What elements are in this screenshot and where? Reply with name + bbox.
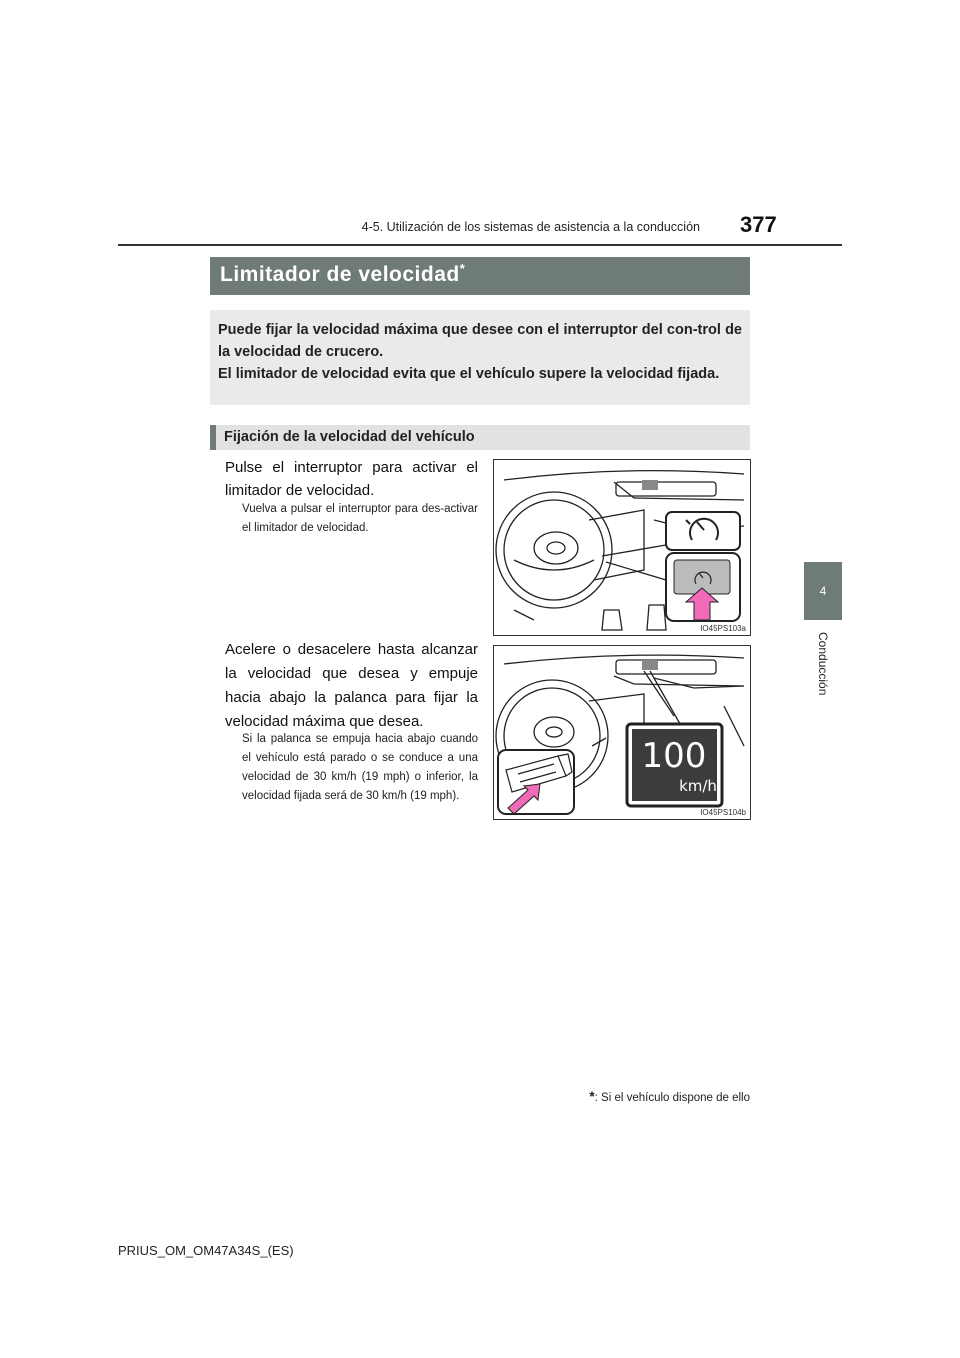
speed-limiter-callout: [666, 512, 740, 550]
display-indicator: [642, 480, 658, 490]
figure-cruise-switch: [493, 459, 751, 636]
header-divider: [118, 244, 842, 246]
subsection-marker: [210, 425, 216, 450]
speed-unit: km/h: [679, 777, 717, 795]
page-title-bar: [210, 257, 750, 295]
step-2-text: Acelere o desacelere hasta alcanzar la velocidad que desea y empuje hacia abajo la palanca para fijar la velocidad máxima que desea.: [225, 641, 478, 730]
speed-value: 100: [641, 736, 707, 776]
figure-2-id: IO45PS104b: [700, 808, 746, 817]
subsection-title: Fijación de la velocidad del vehículo: [224, 429, 475, 445]
footnote-star: *: [589, 1088, 595, 1104]
display-indicator-2: [642, 660, 658, 670]
intro-line-1: Puede fijar la velocidad máxima que desee con el interruptor del con-trol de la velocidad de crucero.: [218, 322, 742, 360]
optional-star: *: [459, 261, 466, 276]
footer-code: PRIUS_OM_OM47A34S_(ES): [118, 1243, 294, 1258]
steering-wheel-illustration: [494, 460, 750, 635]
intro-line-2: El limitador de velocidad evita que el vehículo supere la velocidad fijada.: [218, 366, 720, 382]
step-1-note: Vuelva a pulsar el interruptor para des-activar el limitador de velocidad.: [242, 503, 478, 534]
section-title: 4-5. Utilización de los sistemas de asistencia a la conducción: [361, 220, 700, 234]
step-2-note: Si la palanca se empuja hacia abajo cuando el vehículo está parado o se conduce a una velocidad de 30 km/h (19 mph) o inferior, la velocidad fijada será de 30 km/h (19 mph).: [242, 733, 478, 802]
footnote: [580, 1088, 750, 1104]
intro-box: [210, 310, 750, 405]
footnote-text: : Si el vehículo dispone de ello: [594, 1092, 750, 1104]
page-title: [220, 263, 465, 287]
chapter-tab: 4: [804, 562, 842, 620]
figure-speed-display: [493, 645, 751, 820]
subsection-bar: [210, 425, 750, 450]
dashboard-illustration: [494, 646, 750, 819]
page-title-text: Limitador de velocidad: [220, 263, 460, 286]
step-1-text: Pulse el interruptor para activar el limitador de velocidad.: [225, 459, 478, 499]
page-number: 377: [740, 212, 777, 237]
figure-1-id: IO45PS103a: [700, 624, 746, 633]
chapter-label: [806, 632, 840, 722]
chapter-label-text: Conducción: [816, 632, 830, 696]
